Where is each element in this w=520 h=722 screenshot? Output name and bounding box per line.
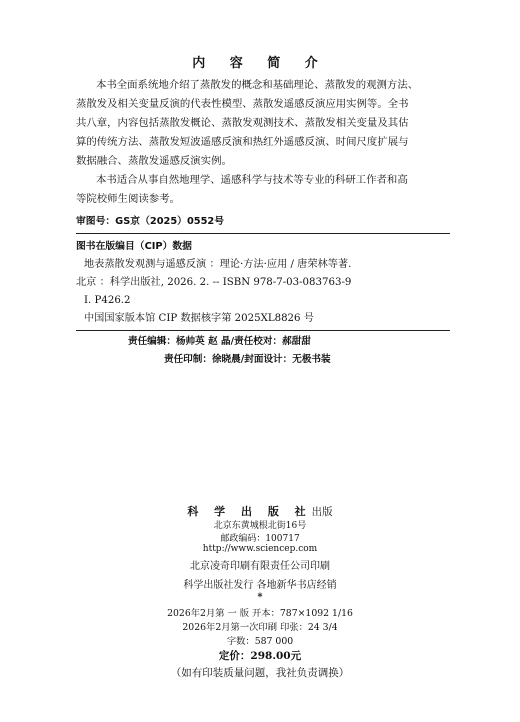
divider <box>76 330 450 331</box>
summary-paragraph-2 <box>76 171 450 209</box>
summary-line: 算的传统方法、蒸散发短波遥感反演和热红外遥感反演、时间尺度扩展与 <box>76 136 409 148</box>
credits-production: 责任印制：徐晓晨/封面设计：无极书装 <box>164 354 331 365</box>
cip-classification-line: Ⅰ. P426.2 <box>84 295 131 306</box>
word-count: 字数：587 000 <box>226 636 294 647</box>
cip-title-line: 地表蒸散发观测与遥感反演 ：理论·方法·应用 / 唐荣林等著. <box>84 259 352 270</box>
quality-note: （如有印装质量问题，我社负责调换） <box>170 667 350 679</box>
edition-line-1: 2026年2月第 一 版 开本：787×1092 1/16 <box>167 608 353 619</box>
cip-heading: 图书在版编目（CIP）数据 <box>76 241 192 252</box>
summary-line: 数据融合、蒸散发遥感反演实例。 <box>76 155 232 167</box>
separator-star: * <box>257 592 263 603</box>
summary-line: 蒸散发及相关变量反演的代表性模型、蒸散发遥感反演应用实例等。全书 <box>76 98 409 110</box>
map-approval-number: 审图号：GS京（2025）0552号 <box>76 216 225 227</box>
distribution-line: 科学出版社发行 各地新华书店经销 <box>183 580 337 591</box>
divider <box>76 233 450 234</box>
summary-line: 等院校师生阅读参考。 <box>76 193 180 205</box>
printer-line: 北京凌奇印刷有限责任公司印刷 <box>190 561 330 572</box>
cip-publication-line: 北京 ：科学出版社, 2026. 2. -- ISBN 978-7-03-083763-9 <box>76 277 352 288</box>
summary-paragraph-1 <box>76 76 450 171</box>
summary-line: 本书全面系统地介绍了蒸散发的概念和基础理论、蒸散发的观测方法、 <box>96 79 419 91</box>
publisher-name <box>0 500 520 519</box>
publisher-seal-text: 科 学 出 版 社 <box>187 505 312 518</box>
cip-record-number: 中国国家版本馆 CIP 数据核字第 2025XL8826 号 <box>84 313 314 324</box>
summary-title: 内 容 简 介 <box>192 56 328 71</box>
publisher-postcode: 邮政编码：100717 <box>220 534 300 544</box>
credits-editors: 责任编辑：杨帅英 赵 晶/责任校对：郝甜甜 <box>128 336 311 347</box>
publisher-website: http://www.sciencep.com <box>202 544 318 554</box>
edition-line-2: 2026年2月第一次印刷 印张：24 3/4 <box>182 622 338 633</box>
publisher-address: 北京东黄城根北街16号 <box>213 521 307 531</box>
publisher-suffix: 出版 <box>311 506 333 518</box>
summary-line: 本书适合从事自然地理学、遥感科学与技术等专业的科研工作者和高 <box>96 174 408 186</box>
price: 定价：298.00元 <box>218 650 302 662</box>
summary-line: 共八章，内容包括蒸散发概论、蒸散发观测技术、蒸散发相关变量及其估 <box>76 117 409 129</box>
